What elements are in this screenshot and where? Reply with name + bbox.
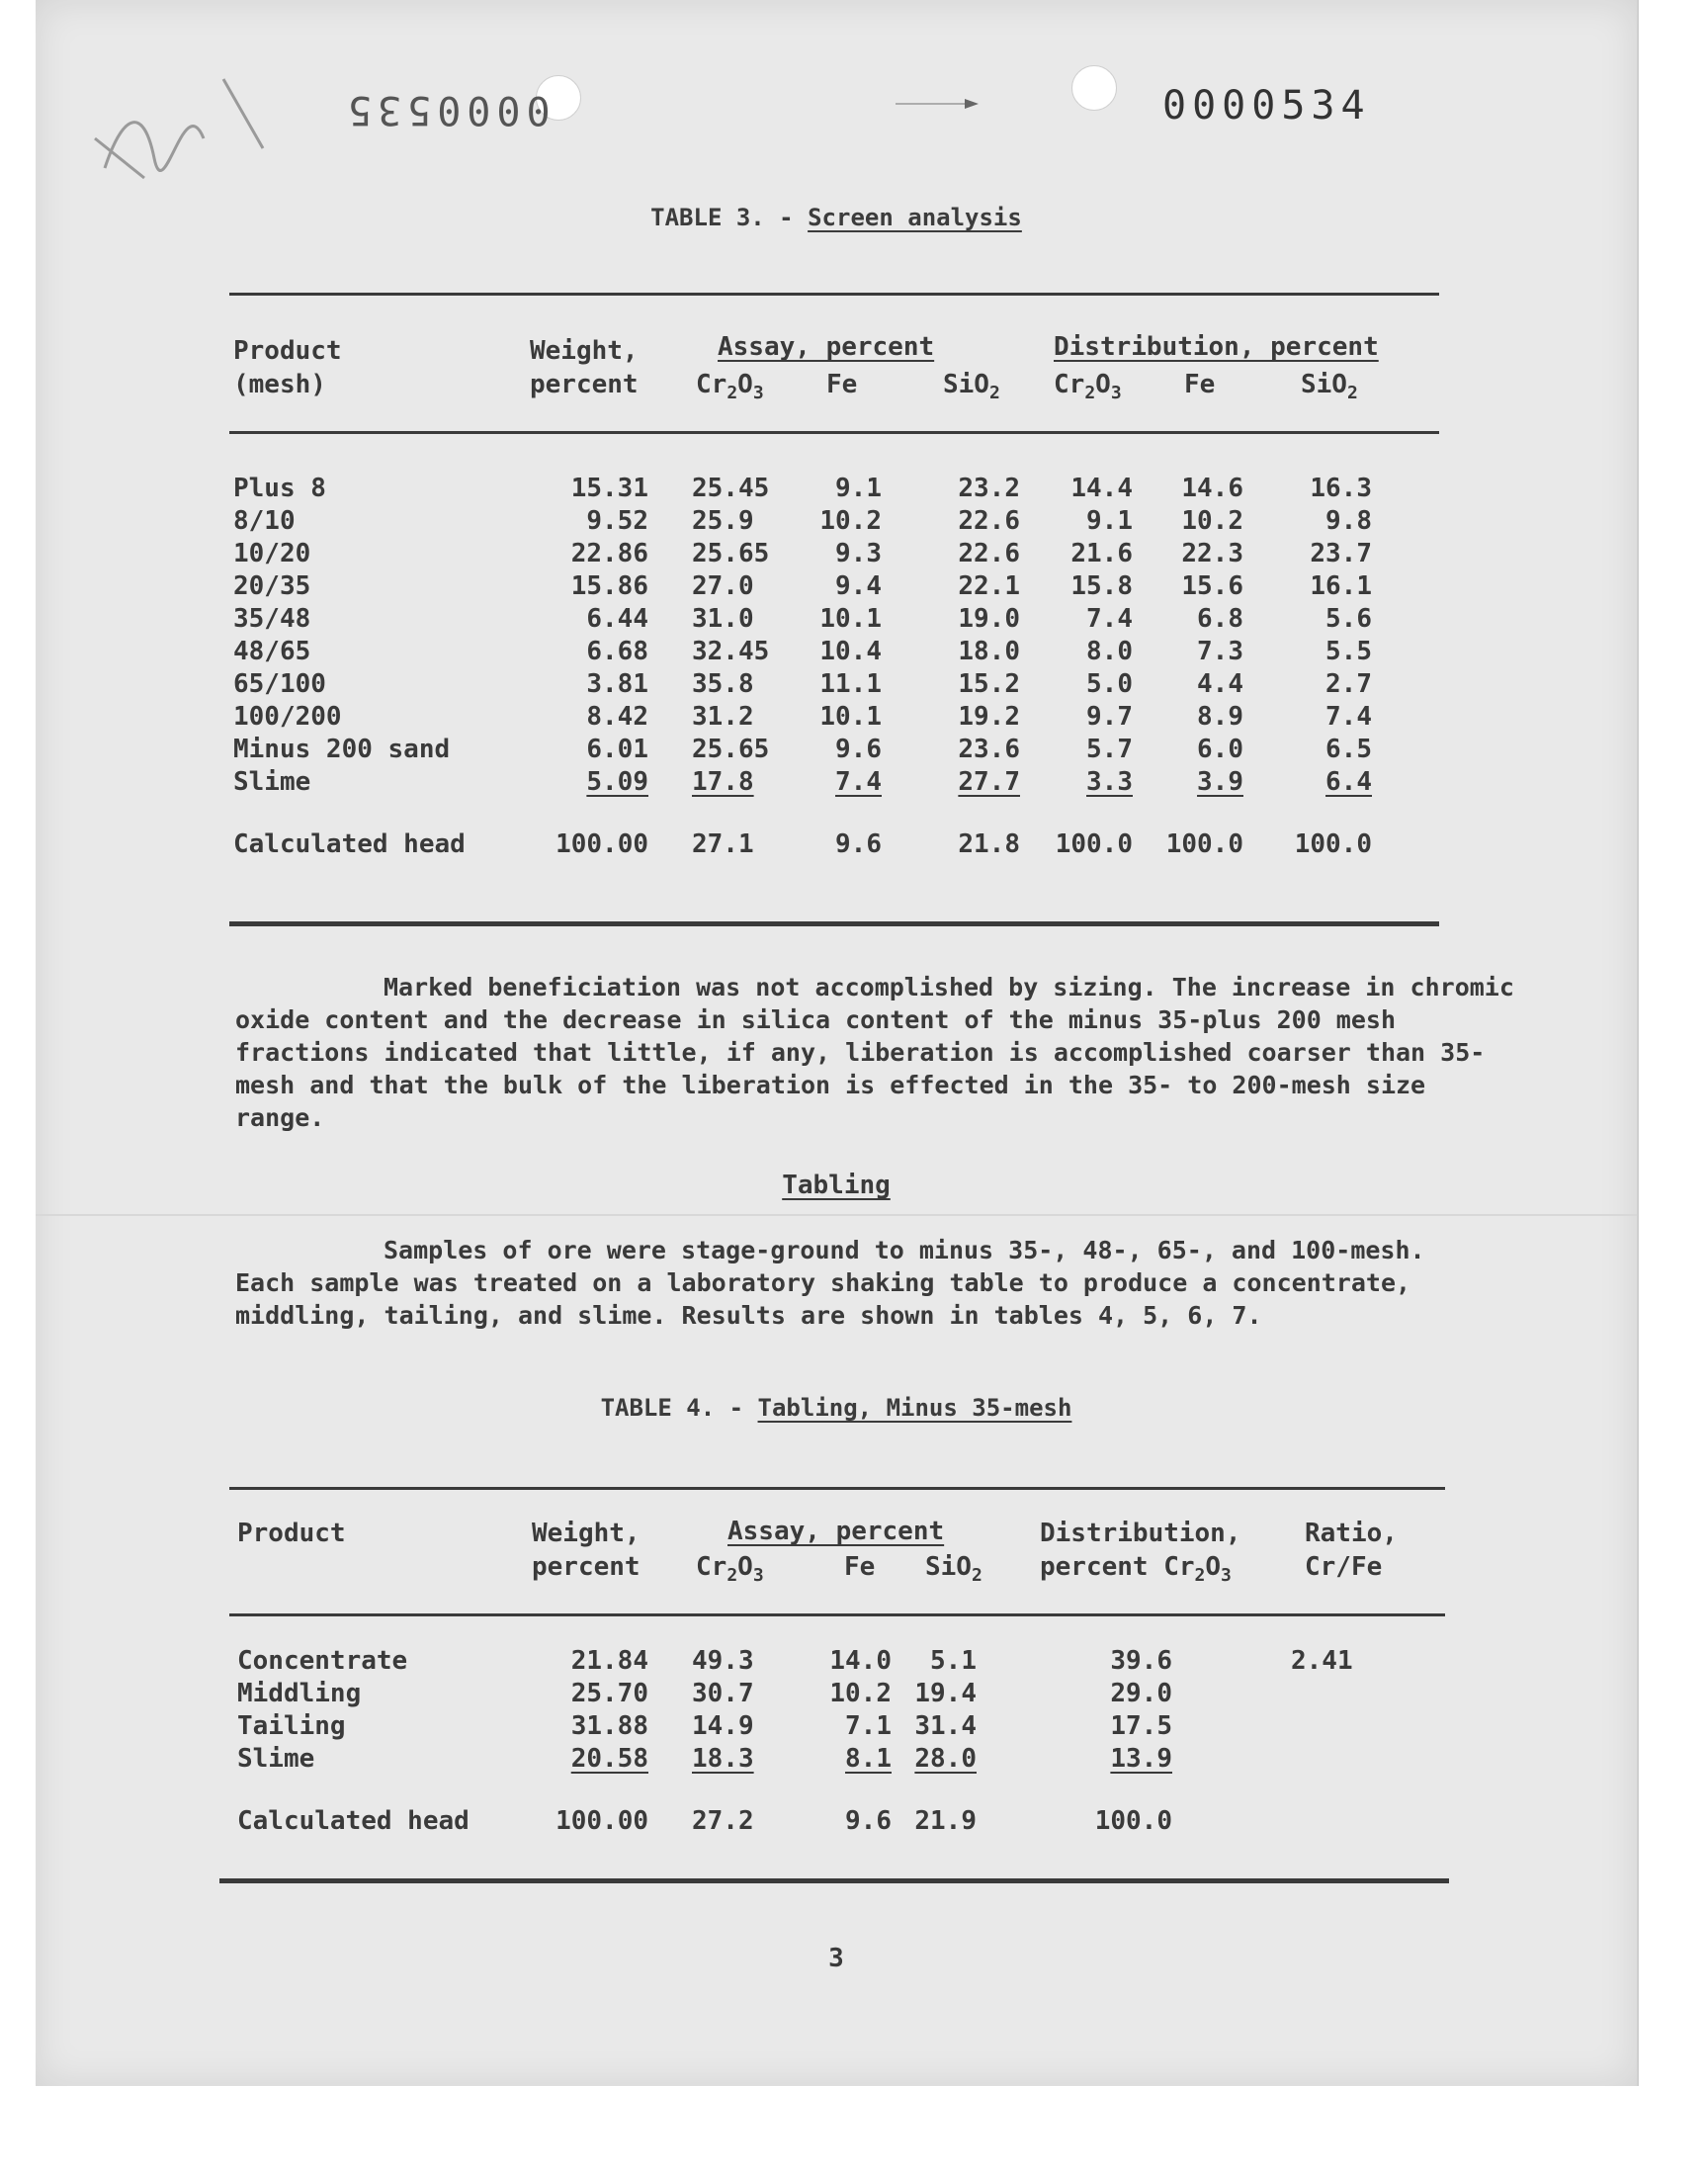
table-cell: 5.6 [1325, 604, 1372, 634]
row-gap [550, 1776, 648, 1805]
table-cell: 20/35 [233, 571, 311, 601]
table-cell: 4.4 [1197, 669, 1243, 699]
pencil-line-mark [896, 97, 984, 111]
table-cell: 18.0 [958, 637, 1020, 666]
table4-column-assay-fe [816, 1645, 892, 1838]
table-cell: 10.1 [819, 604, 882, 634]
table-cell: 17.5 [1110, 1711, 1172, 1741]
table-cell: 29.0 [1110, 1679, 1172, 1708]
table-cell: 6.01 [586, 735, 648, 764]
table3-sub-fe-dist: Fe [1184, 370, 1216, 399]
table-cell: 5.0 [1086, 669, 1133, 699]
table3-group-assay: Assay, percent [718, 332, 935, 362]
table-cell: 32.45 [692, 637, 770, 666]
handwritten-mark-icon [85, 49, 283, 198]
row-gap [1291, 1776, 1390, 1805]
table-cell: 9.7 [1086, 702, 1133, 732]
table-cell: 25.70 [570, 1679, 648, 1708]
table-cell: Middling [237, 1679, 362, 1708]
table-cell: 9.52 [586, 506, 648, 536]
table4-col-distribution: Distribution, percent $Cr_2O_3$ [1040, 1519, 1241, 1586]
table-cell: 22.6 [958, 539, 1020, 568]
table4-bottom-rule [219, 1878, 1449, 1883]
table-cell: 20.58 [570, 1744, 648, 1774]
table3-sub-cr-dist: $Cr_2O_3$ [1054, 370, 1122, 403]
table-cell: 8.42 [586, 702, 648, 732]
table-cell: 8.0 [1086, 637, 1133, 666]
table3-col-product: Product (mesh) [233, 336, 342, 399]
table-cell: 15.6 [1181, 571, 1243, 601]
section-heading-tabling: Tabling [782, 1171, 891, 1200]
table-cell: 48/65 [233, 637, 311, 666]
table4-caption-prefix: TABLE 4. - [600, 1394, 758, 1422]
table4-col-weight: Weight, percent [532, 1519, 640, 1582]
table-cell: 5.09 [586, 767, 648, 797]
table4-header-rule [229, 1613, 1445, 1616]
table-cell: 10.4 [819, 637, 882, 666]
page-number: 3 [828, 1944, 844, 1973]
table-cell: 19.4 [914, 1679, 977, 1708]
table-cell: 23.7 [1310, 539, 1372, 568]
table3-column-assay-cr [692, 473, 795, 861]
table-cell: 15.31 [570, 474, 648, 503]
table-cell: 10.2 [1181, 506, 1243, 536]
table-cell: 14.9 [692, 1711, 754, 1741]
row-gap [816, 1776, 892, 1805]
table3-bottom-rule [229, 921, 1439, 926]
row-gap [237, 1776, 470, 1805]
table-cell: 25.65 [692, 735, 770, 764]
table-cell: 6.5 [1325, 735, 1372, 764]
table-cell: Plus 8 [233, 474, 326, 503]
table-cell: 27.7 [958, 767, 1020, 797]
paragraph-tabling: Samples of ore were stage-ground to minus 35-, 48-, 65-, and 100-mesh. Each sample was treated on a laboratory shaking table to produce a concentrate, middling, tailing, and slime. Results are shown in tables 4, 5, 6, 7. [235, 1236, 1425, 1330]
table-cell: 2.41 [1291, 1646, 1353, 1676]
table-cell: 14.0 [829, 1646, 892, 1676]
total-cell [1291, 1805, 1390, 1838]
table-cell: 15.86 [570, 571, 648, 601]
table-cell: 10/20 [233, 539, 311, 568]
document-page [36, 0, 1639, 2086]
table-cell: 7.4 [835, 767, 882, 797]
table3-column-dist-cr [1030, 473, 1133, 861]
table-cell: 5.1 [930, 1646, 977, 1676]
table-cell [1291, 1678, 1390, 1710]
table-cell: 35.8 [692, 669, 754, 699]
table4-caption [36, 1394, 1637, 1422]
table-cell: 8.1 [845, 1744, 892, 1774]
table-cell: 7.3 [1197, 637, 1243, 666]
table-cell: 15.8 [1070, 571, 1133, 601]
table4-column-ratio [1291, 1645, 1390, 1838]
table-cell [1291, 1743, 1390, 1776]
table-cell: 14.4 [1070, 474, 1133, 503]
table3-caption [36, 204, 1637, 231]
table-cell: 10.2 [819, 506, 882, 536]
table-cell: 22.6 [958, 506, 1020, 536]
table-cell: 49.3 [692, 1646, 754, 1676]
table-cell: 6.0 [1197, 735, 1243, 764]
table-cell: 5.5 [1325, 637, 1372, 666]
table-cell: 6.68 [586, 637, 648, 666]
table-cell: 8.9 [1197, 702, 1243, 732]
total-cell: 100.00 [555, 829, 648, 859]
table-cell: 21.84 [570, 1646, 648, 1676]
table3-col-weight: Weight, percent [530, 336, 639, 399]
row-gap [809, 799, 882, 828]
table4-column-distribution [1064, 1645, 1172, 1838]
table-cell: 31.2 [692, 702, 754, 732]
table-cell: 8/10 [233, 506, 296, 536]
table3-caption-title: Screen analysis [808, 204, 1022, 231]
table-cell: 28.0 [914, 1744, 977, 1774]
table3-header-rule [229, 431, 1439, 434]
table-cell: Minus 200 sand [233, 735, 451, 764]
table-cell: 17.8 [692, 767, 754, 797]
table-cell: 22.86 [570, 539, 648, 568]
table-cell: 25.65 [692, 539, 770, 568]
row-gap [692, 799, 795, 828]
table4-group-assay: Assay, percent [727, 1517, 945, 1546]
table3-sub-fe-assay: Fe [826, 370, 858, 399]
total-cell: 21.8 [958, 829, 1020, 859]
table-cell: 22.3 [1181, 539, 1243, 568]
total-cell: Calculated head [237, 1806, 470, 1836]
table-cell: Concentrate [237, 1646, 408, 1676]
row-gap [1030, 799, 1133, 828]
table4-sub-fe: Fe [844, 1552, 876, 1582]
table-cell: Tailing [237, 1711, 346, 1741]
table-cell: 31.0 [692, 604, 754, 634]
table3-top-rule [229, 293, 1439, 296]
table-cell: 100/200 [233, 702, 342, 732]
table-cell: 10.1 [819, 702, 882, 732]
total-cell: 100.0 [1094, 1806, 1172, 1836]
table-cell: 21.6 [1070, 539, 1133, 568]
inverted-page-number: 0000535 [342, 87, 551, 132]
row-gap [901, 1776, 977, 1805]
table4-top-rule [229, 1487, 1445, 1490]
table3-sub-si-assay: SiO$_2$ [943, 370, 1000, 403]
row-gap [1141, 799, 1243, 828]
table3-sub-cr-assay: $Cr_2O_3$ [696, 370, 764, 403]
table-cell: 10.2 [829, 1679, 892, 1708]
table4-dist-line1: Distribution, [1040, 1519, 1241, 1548]
table-cell: 25.9 [692, 506, 754, 536]
table-cell: 9.3 [835, 539, 882, 568]
table-cell [1291, 1710, 1390, 1743]
table-cell: 7.4 [1325, 702, 1372, 732]
row-gap [945, 799, 1020, 828]
table4-column-weight [550, 1645, 648, 1838]
table4-col-product: Product [237, 1519, 346, 1548]
table-cell: 14.6 [1181, 474, 1243, 503]
table-cell: 9.4 [835, 571, 882, 601]
table-cell: 7.4 [1086, 604, 1133, 634]
total-cell: 100.0 [1165, 829, 1243, 859]
table-cell: 11.1 [819, 669, 882, 699]
table3-column-assay-fe [809, 473, 882, 861]
table-cell: 19.2 [958, 702, 1020, 732]
table3-column-dist-fe [1141, 473, 1243, 861]
total-cell: 21.9 [914, 1806, 977, 1836]
table-cell: 6.4 [1325, 767, 1372, 797]
table-cell: 22.1 [958, 571, 1020, 601]
table-cell: 9.8 [1325, 506, 1372, 536]
paragraph-sizing: Marked beneficiation was not accomplished by sizing. The increase in chromic oxide content and the decrease in silica content of the minus 35-plus 200 mesh fractions indicated that little, if any, liberation is accomplished coarser than 35-mesh and that the bulk of the liberation is effected in the 35- to 200-mesh size range. [235, 973, 1514, 1132]
table-cell: 25.45 [692, 474, 770, 503]
table-cell: 6.8 [1197, 604, 1243, 634]
table4-sub-cr: $Cr_2O_3$ [696, 1552, 764, 1586]
total-cell: 100.0 [1055, 829, 1133, 859]
total-cell: 27.1 [692, 829, 754, 859]
table-cell: 23.6 [958, 735, 1020, 764]
total-cell: 100.00 [555, 1806, 648, 1836]
total-cell: 9.6 [835, 829, 882, 859]
table4-column-assay-cr [692, 1645, 795, 1838]
table-cell: 15.2 [958, 669, 1020, 699]
total-cell: 100.0 [1294, 829, 1372, 859]
table4-caption-title: Tabling, Minus 35-mesh [757, 1394, 1072, 1422]
total-cell: Calculated head [233, 829, 466, 859]
table-cell: 3.3 [1086, 767, 1133, 797]
table-cell: Slime [233, 767, 311, 797]
table3-column-weight [550, 473, 648, 861]
table-cell: 16.1 [1310, 571, 1372, 601]
document-number: 0000534 [1162, 83, 1371, 129]
table3-caption-prefix: TABLE 3. - [650, 204, 809, 231]
table-cell: 3.81 [586, 669, 648, 699]
table-cell: 19.0 [958, 604, 1020, 634]
table-cell: 5.7 [1086, 735, 1133, 764]
table-cell: 31.4 [914, 1711, 977, 1741]
row-gap [1064, 1776, 1172, 1805]
table-cell: 31.88 [570, 1711, 648, 1741]
total-cell: 9.6 [845, 1806, 892, 1836]
table-cell: 3.9 [1197, 767, 1243, 797]
punch-hole-right [1071, 65, 1117, 111]
table4-column-product [237, 1645, 470, 1838]
table3-column-assay-si [945, 473, 1020, 861]
table-cell: 9.6 [835, 735, 882, 764]
table-cell: 18.3 [692, 1744, 754, 1774]
table-cell: 2.7 [1325, 669, 1372, 699]
table3-group-distribution: Distribution, percent [1054, 332, 1379, 362]
table-cell: Slime [237, 1744, 315, 1774]
table-cell: 6.44 [586, 604, 648, 634]
table3-sub-si-dist: SiO$_2$ [1301, 370, 1358, 403]
table3-column-dist-si [1269, 473, 1372, 861]
table4-sub-si: SiO$_2$ [925, 1552, 982, 1586]
table-cell: 9.1 [835, 474, 882, 503]
total-cell: 27.2 [692, 1806, 754, 1836]
table-cell: 16.3 [1310, 474, 1372, 503]
table3-column-product [233, 473, 466, 861]
row-gap [1269, 799, 1372, 828]
fold-line [36, 1214, 1637, 1216]
row-gap [233, 799, 466, 828]
row-gap [550, 799, 648, 828]
table4-column-assay-si [901, 1645, 977, 1838]
table-cell: 9.1 [1086, 506, 1133, 536]
table4-col-ratio: Ratio, Cr/Fe [1305, 1519, 1398, 1582]
table-cell: 7.1 [845, 1711, 892, 1741]
table-cell: 13.9 [1110, 1744, 1172, 1774]
table-cell: 65/100 [233, 669, 326, 699]
table-cell: 30.7 [692, 1679, 754, 1708]
table-cell: 39.6 [1110, 1646, 1172, 1676]
table-cell: 27.0 [692, 571, 754, 601]
row-gap [692, 1776, 795, 1805]
table-cell: 23.2 [958, 474, 1020, 503]
table-cell: 35/48 [233, 604, 311, 634]
